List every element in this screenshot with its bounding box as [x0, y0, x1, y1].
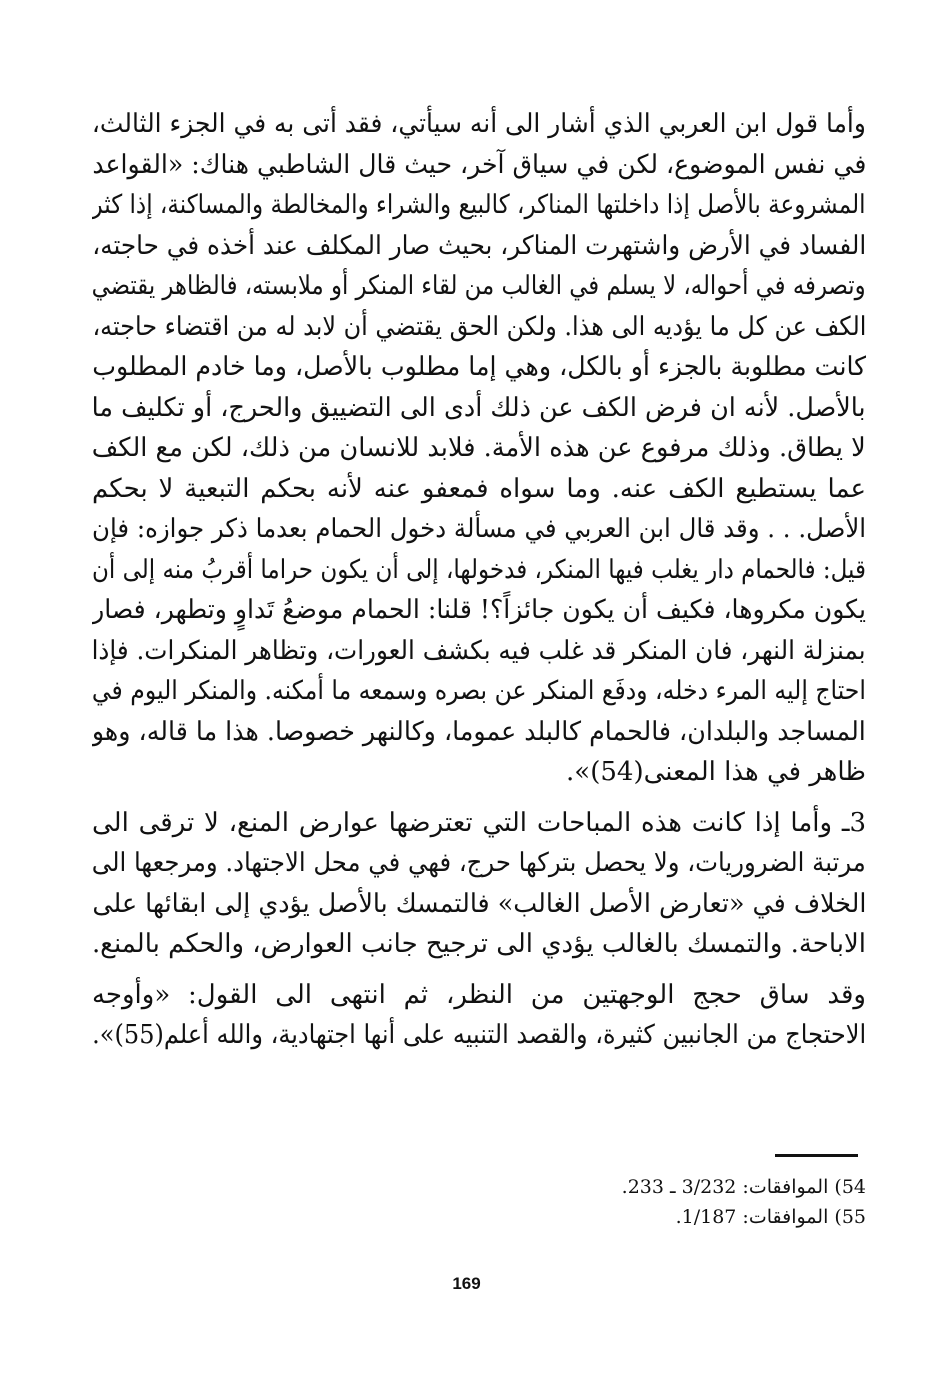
text-line: قيل: فالحمام دار يغلب فيها المنكر، فدخولها، إلى أن يكون حراما أقربُ منه إلى أن — [92, 554, 866, 585]
text-line: احتاج إليه المرء دخله، ودفَع المنكر عن بصره وسمعه ما أمكنه. والمنكر اليوم في — [92, 676, 866, 706]
footnotes — [560, 1172, 866, 1232]
text-line: المساجد والبلدان، فالحمام كالبلد عموما، وكالنهر خصوصا. هذا ما قاله، وهو — [92, 716, 866, 747]
paragraph-point-3 — [92, 803, 866, 965]
text-line: ظاهر في هذا المعنى(54)». — [566, 757, 866, 787]
text-line: كانت مطلوبة بالجزء أو بالكل، وهي إما مطلوب بالأصل، وما خادم المطلوب — [92, 352, 866, 382]
text-line: الأصل. . . وقد قال ابن العربي في مسألة دخول الحمام بعدما ذكر جوازه: فإن — [92, 514, 866, 544]
footnote-55: 55) الموافقات: 1/187. — [675, 1206, 866, 1228]
text-line: 3ـ وأما إذا كانت هذه المباحات التي تعترضها عوارض المنع، لا ترقى الى — [92, 807, 866, 838]
text-line: المشروعة بالأصل إذا داخلتها المناكر، كالبيع والشراء والمخالطة والمساكنة، إذا كثر — [92, 190, 866, 220]
text-line: مرتبة الضروريات، ولا يحصل بتركها حرج، فهي في محل الاجتهاد. ومرجعها الى — [92, 848, 866, 878]
text-line: الفساد في الأرض واشتهرت المناكر، بحيث صار المكلف عند أخذه في حاجته، — [92, 230, 866, 261]
text-line: يكون مكروها، فكيف أن يكون جائزاً؟! قلنا: الحمام موضعُ تَداوٍ وتطهر، فصار — [92, 595, 866, 625]
text-line: الاباحة. والتمسك بالغالب يؤدي الى ترجيح جانب العوارض، والحكم بالمنع. — [92, 929, 866, 959]
text-line: وأما قول ابن العربي الذي أشار الى أنه سيأتي، فقد أتى به في الجزء الثالث، — [92, 109, 866, 139]
page-number: 169 — [452, 1274, 481, 1293]
text-line: وتصرفه في أحواله، لا يسلم في الغالب من لقاء المنكر أو ملابسته، فالظاهر يقتضي — [92, 271, 866, 301]
text-line: الكف عن كل ما يؤديه الى هذا. ولكن الحق يقتضي أن لابد له من اقتضاء حاجته، — [92, 311, 866, 342]
text-line: الاحتجاج من الجانبين كثيرة، والقصد التنبيه على أنها اجتهادية، والله أعلم(55)». — [92, 1020, 866, 1050]
text-line: لا يطاق. وذلك مرفوع عن هذه الأمة. فلابد للانسان من ذلك، لكن مع الكف — [92, 433, 866, 463]
paragraph-ibn-arabi-quote — [92, 104, 866, 793]
footnote-54: 54) الموافقات: 3/232 ـ 233. — [621, 1176, 866, 1198]
text-line: بمنزلة النهر، فان المنكر قد غلب فيه بكشف العورات، وتظاهر المنكرات. فإذا — [92, 635, 866, 666]
main-text — [92, 104, 866, 1056]
text-line: في نفس الموضوع، لكن في سياق آخر، حيث قال الشاطبي هناك: «القواعد — [92, 149, 866, 180]
text-line: عما يستطيع الكف عنه. وما سواه فمعفو عنه لأنه بحكم التبعية لا بحكم — [92, 473, 866, 504]
footnote-separator — [775, 1154, 858, 1157]
paragraph-conclusion — [92, 975, 866, 1056]
text-line: بالأصل. لأنه ان فرض الكف عن ذلك أدى الى التضييق والحرج، أو تكليف ما — [92, 392, 866, 423]
text-line: الخلاف في «تعارض الأصل الغالب» فالتمسك بالأصل يؤدي إلى ابقائها على — [92, 888, 866, 919]
text-line: وقد ساق حجج الوجهتين من النظر، ثم انتهى الى القول: «وأوجه — [92, 979, 866, 1010]
